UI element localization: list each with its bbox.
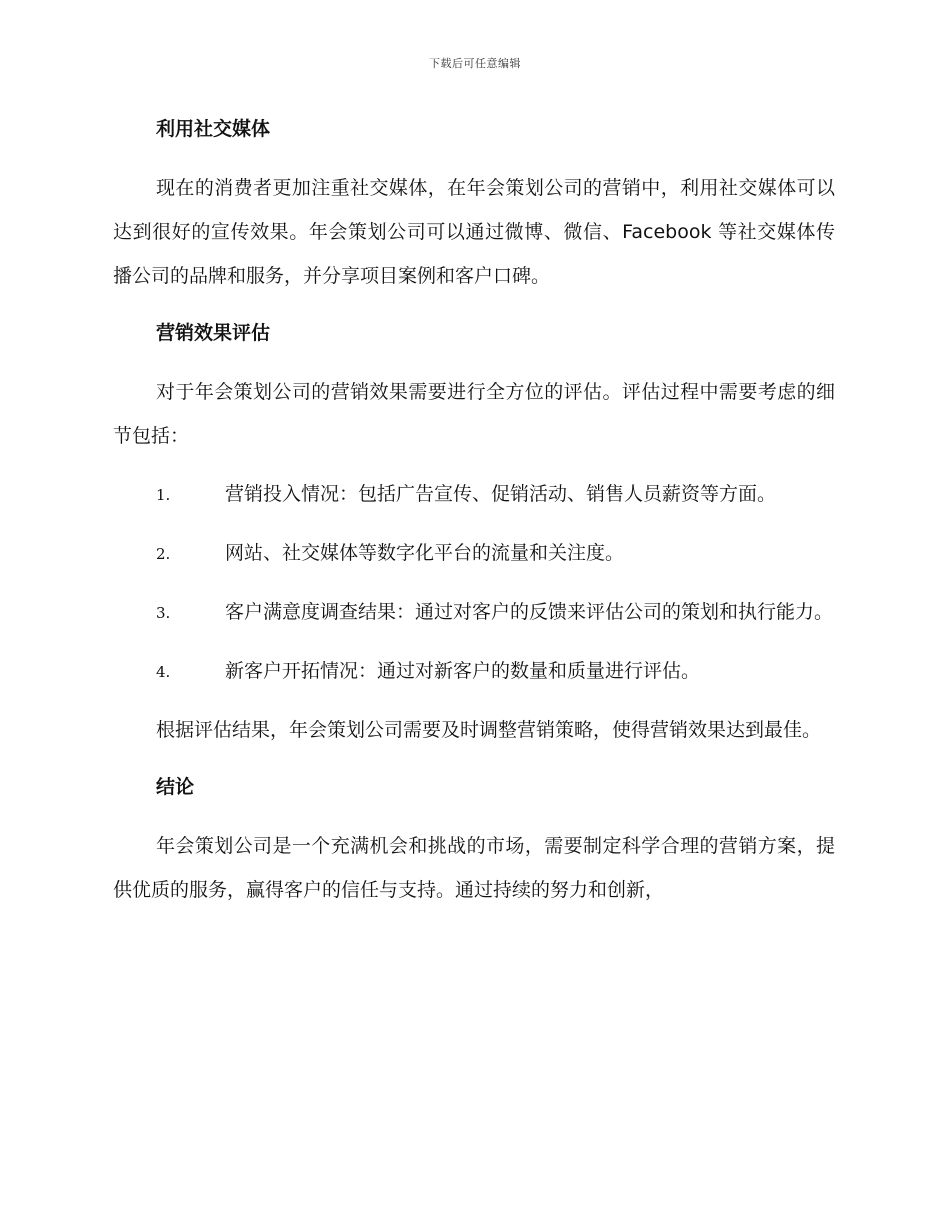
list-item-number: 1. bbox=[156, 486, 171, 504]
list-item-text: 新客户开拓情况：通过对新客户的数量和质量进行评估。 bbox=[225, 660, 701, 682]
paragraph-social-media: 现在的消费者更加注重社交媒体，在年会策划公司的营销中，利用社交媒体可以达到很好的宣传效果。年会策划公司可以通过微博、微信、Facebook 等社交媒体传播公司的品牌和服务，并分享项目案例和客户口碑。 bbox=[113, 177, 835, 287]
header-note: 下载后可任意编辑 bbox=[429, 57, 521, 70]
document-body bbox=[113, 108, 835, 926]
paragraph-evaluation-closing: 根据评估结果，年会策划公司需要及时调整营销策略，使得营销效果达到最佳。 bbox=[156, 719, 822, 741]
section-heading-conclusion: 结论 bbox=[156, 776, 195, 798]
paragraph-evaluation-intro: 对于年会策划公司的营销效果需要进行全方位的评估。评估过程中需要考虑的细节包括： bbox=[113, 381, 835, 447]
list-item-text: 营销投入情况：包括广告宣传、促销活动、销售人员薪资等方面。 bbox=[225, 483, 777, 505]
list-item-number: 2. bbox=[156, 545, 171, 563]
list-item-text: 网站、社交媒体等数字化平台的流量和关注度。 bbox=[225, 542, 625, 564]
list-item-number: 4. bbox=[156, 663, 171, 681]
list-item-number: 3. bbox=[156, 604, 171, 622]
list-item bbox=[113, 590, 835, 635]
list-item bbox=[113, 472, 835, 517]
section-heading-evaluation: 营销效果评估 bbox=[156, 322, 271, 344]
list-item bbox=[113, 649, 835, 694]
list-item bbox=[113, 531, 835, 576]
section-heading-social-media: 利用社交媒体 bbox=[156, 118, 271, 140]
paragraph-conclusion: 年会策划公司是一个充满机会和挑战的市场，需要制定科学合理的营销方案，提供优质的服务，赢得客户的信任与支持。通过持续的努力和创新， bbox=[113, 835, 835, 901]
list-item-text: 客户满意度调查结果：通过对客户的反馈来评估公司的策划和执行能力。 bbox=[225, 601, 834, 623]
